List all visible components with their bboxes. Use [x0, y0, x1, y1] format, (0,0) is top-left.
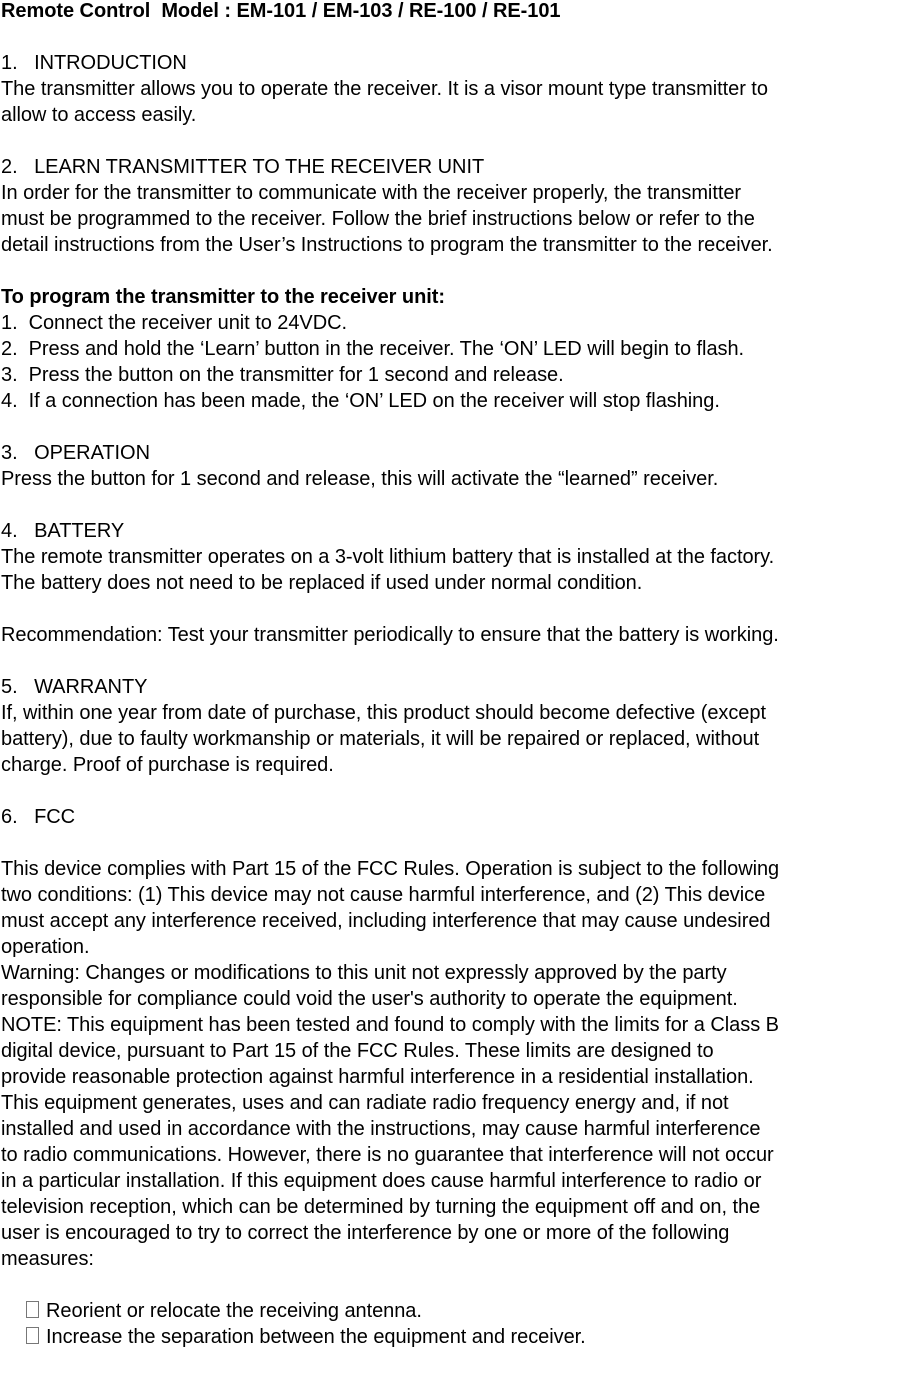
paragraph-line: to radio communications. However, there is no guarantee that interference will not occur — [1, 1144, 774, 1166]
spacer — [1, 778, 898, 804]
step-item: 1. Connect the receiver unit to 24VDC. — [1, 312, 348, 334]
spacer — [1, 128, 898, 154]
spacer — [1, 24, 898, 50]
paragraph-line: battery), due to faulty workmanship or materials, it will be repaired or replaced, without — [1, 728, 760, 750]
paragraph-line: measures: — [1, 1248, 94, 1270]
step-item: 4. If a connection has been made, the ‘ON’ LED on the receiver will stop flashing. — [1, 390, 720, 412]
paragraph-line: user is encouraged to try to correct the interference by one or more of the following — [1, 1222, 730, 1244]
paragraph-line: two conditions: (1) This device may not cause harmful interference, and (2) This device — [1, 884, 766, 906]
spacer — [1, 492, 898, 518]
paragraph-line: installed and used in accordance with the instructions, may cause harmful interference — [1, 1118, 761, 1140]
paragraph-line: Warning: Changes or modifications to this unit not expressly approved by the party — [1, 962, 727, 984]
program-instructions-heading: To program the transmitter to the receiver unit: — [1, 286, 445, 308]
paragraph-line: The remote transmitter operates on a 3-volt lithium battery that is installed at the factory. — [1, 546, 775, 568]
paragraph-line: digital device, pursuant to Part 15 of the FCC Rules. These limits are designed to — [1, 1040, 714, 1062]
bullet-box-icon — [26, 1301, 39, 1318]
paragraph-line: allow to access easily. — [1, 104, 197, 126]
paragraph-line: in a particular installation. If this equipment does cause harmful interference to radio or — [1, 1170, 762, 1192]
section-heading-warranty: 5. WARRANTY — [1, 676, 148, 698]
paragraph-line: The battery does not need to be replaced if used under normal condition. — [1, 572, 643, 594]
section-heading-battery: 4. BATTERY — [1, 520, 125, 542]
paragraph-line: television reception, which can be determined by turning the equipment off and on, the — [1, 1196, 761, 1218]
paragraph-line: operation. — [1, 936, 90, 958]
paragraph-line: provide reasonable protection against harmful interference in a residential installation. — [1, 1066, 754, 1088]
paragraph-line: The transmitter allows you to operate the receiver. It is a visor mount type transmitter to — [1, 78, 768, 100]
paragraph-line: This device complies with Part 15 of the FCC Rules. Operation is subject to the following — [1, 858, 780, 880]
bullet-text: Increase the separation between the equipment and receiver. — [46, 1326, 586, 1348]
paragraph-line: responsible for compliance could void the user's authority to operate the equipment. — [1, 988, 738, 1010]
battery-recommendation: Recommendation: Test your transmitter periodically to ensure that the battery is working. — [1, 624, 779, 646]
step-item: 2. Press and hold the ‘Learn’ button in the receiver. The ‘ON’ LED will begin to flash. — [1, 338, 745, 360]
bullet-box-icon — [26, 1327, 39, 1344]
spacer — [1, 648, 898, 674]
spacer — [1, 596, 898, 622]
section-heading-introduction: 1. INTRODUCTION — [1, 52, 187, 74]
paragraph-line: This equipment generates, uses and can radiate radio frequency energy and, if not — [1, 1092, 729, 1114]
paragraph-line: charge. Proof of purchase is required. — [1, 754, 334, 776]
paragraph-line: must accept any interference received, including interference that may cause undesired — [1, 910, 771, 932]
paragraph-line: detail instructions from the User’s Instructions to program the transmitter to the receiver. — [1, 234, 773, 256]
paragraph-line: In order for the transmitter to communicate with the receiver properly, the transmitter — [1, 182, 742, 204]
paragraph-line: must be programmed to the receiver. Follow the brief instructions below or refer to the — [1, 208, 755, 230]
document-title: Remote Control Model : EM-101 / EM-103 / RE-100 / RE-101 — [1, 0, 561, 22]
bullet-text: Reorient or relocate the receiving antenna. — [46, 1300, 422, 1322]
paragraph-line: Press the button for 1 second and release, this will activate the “learned” receiver. — [1, 468, 719, 490]
spacer — [1, 414, 898, 440]
spacer — [1, 258, 898, 284]
section-heading-fcc: 6. FCC — [1, 806, 76, 828]
paragraph-line: If, within one year from date of purchase, this product should become defective (except — [1, 702, 766, 724]
bullet-item — [1, 1272, 898, 1322]
step-item: 3. Press the button on the transmitter for 1 second and release. — [1, 364, 564, 386]
spacer — [1, 830, 898, 856]
paragraph-line: NOTE: This equipment has been tested and found to comply with the limits for a Class B — [1, 1014, 779, 1036]
section-heading-operation: 3. OPERATION — [1, 442, 150, 464]
section-heading-learn: 2. LEARN TRANSMITTER TO THE RECEIVER UNIT — [1, 156, 485, 178]
